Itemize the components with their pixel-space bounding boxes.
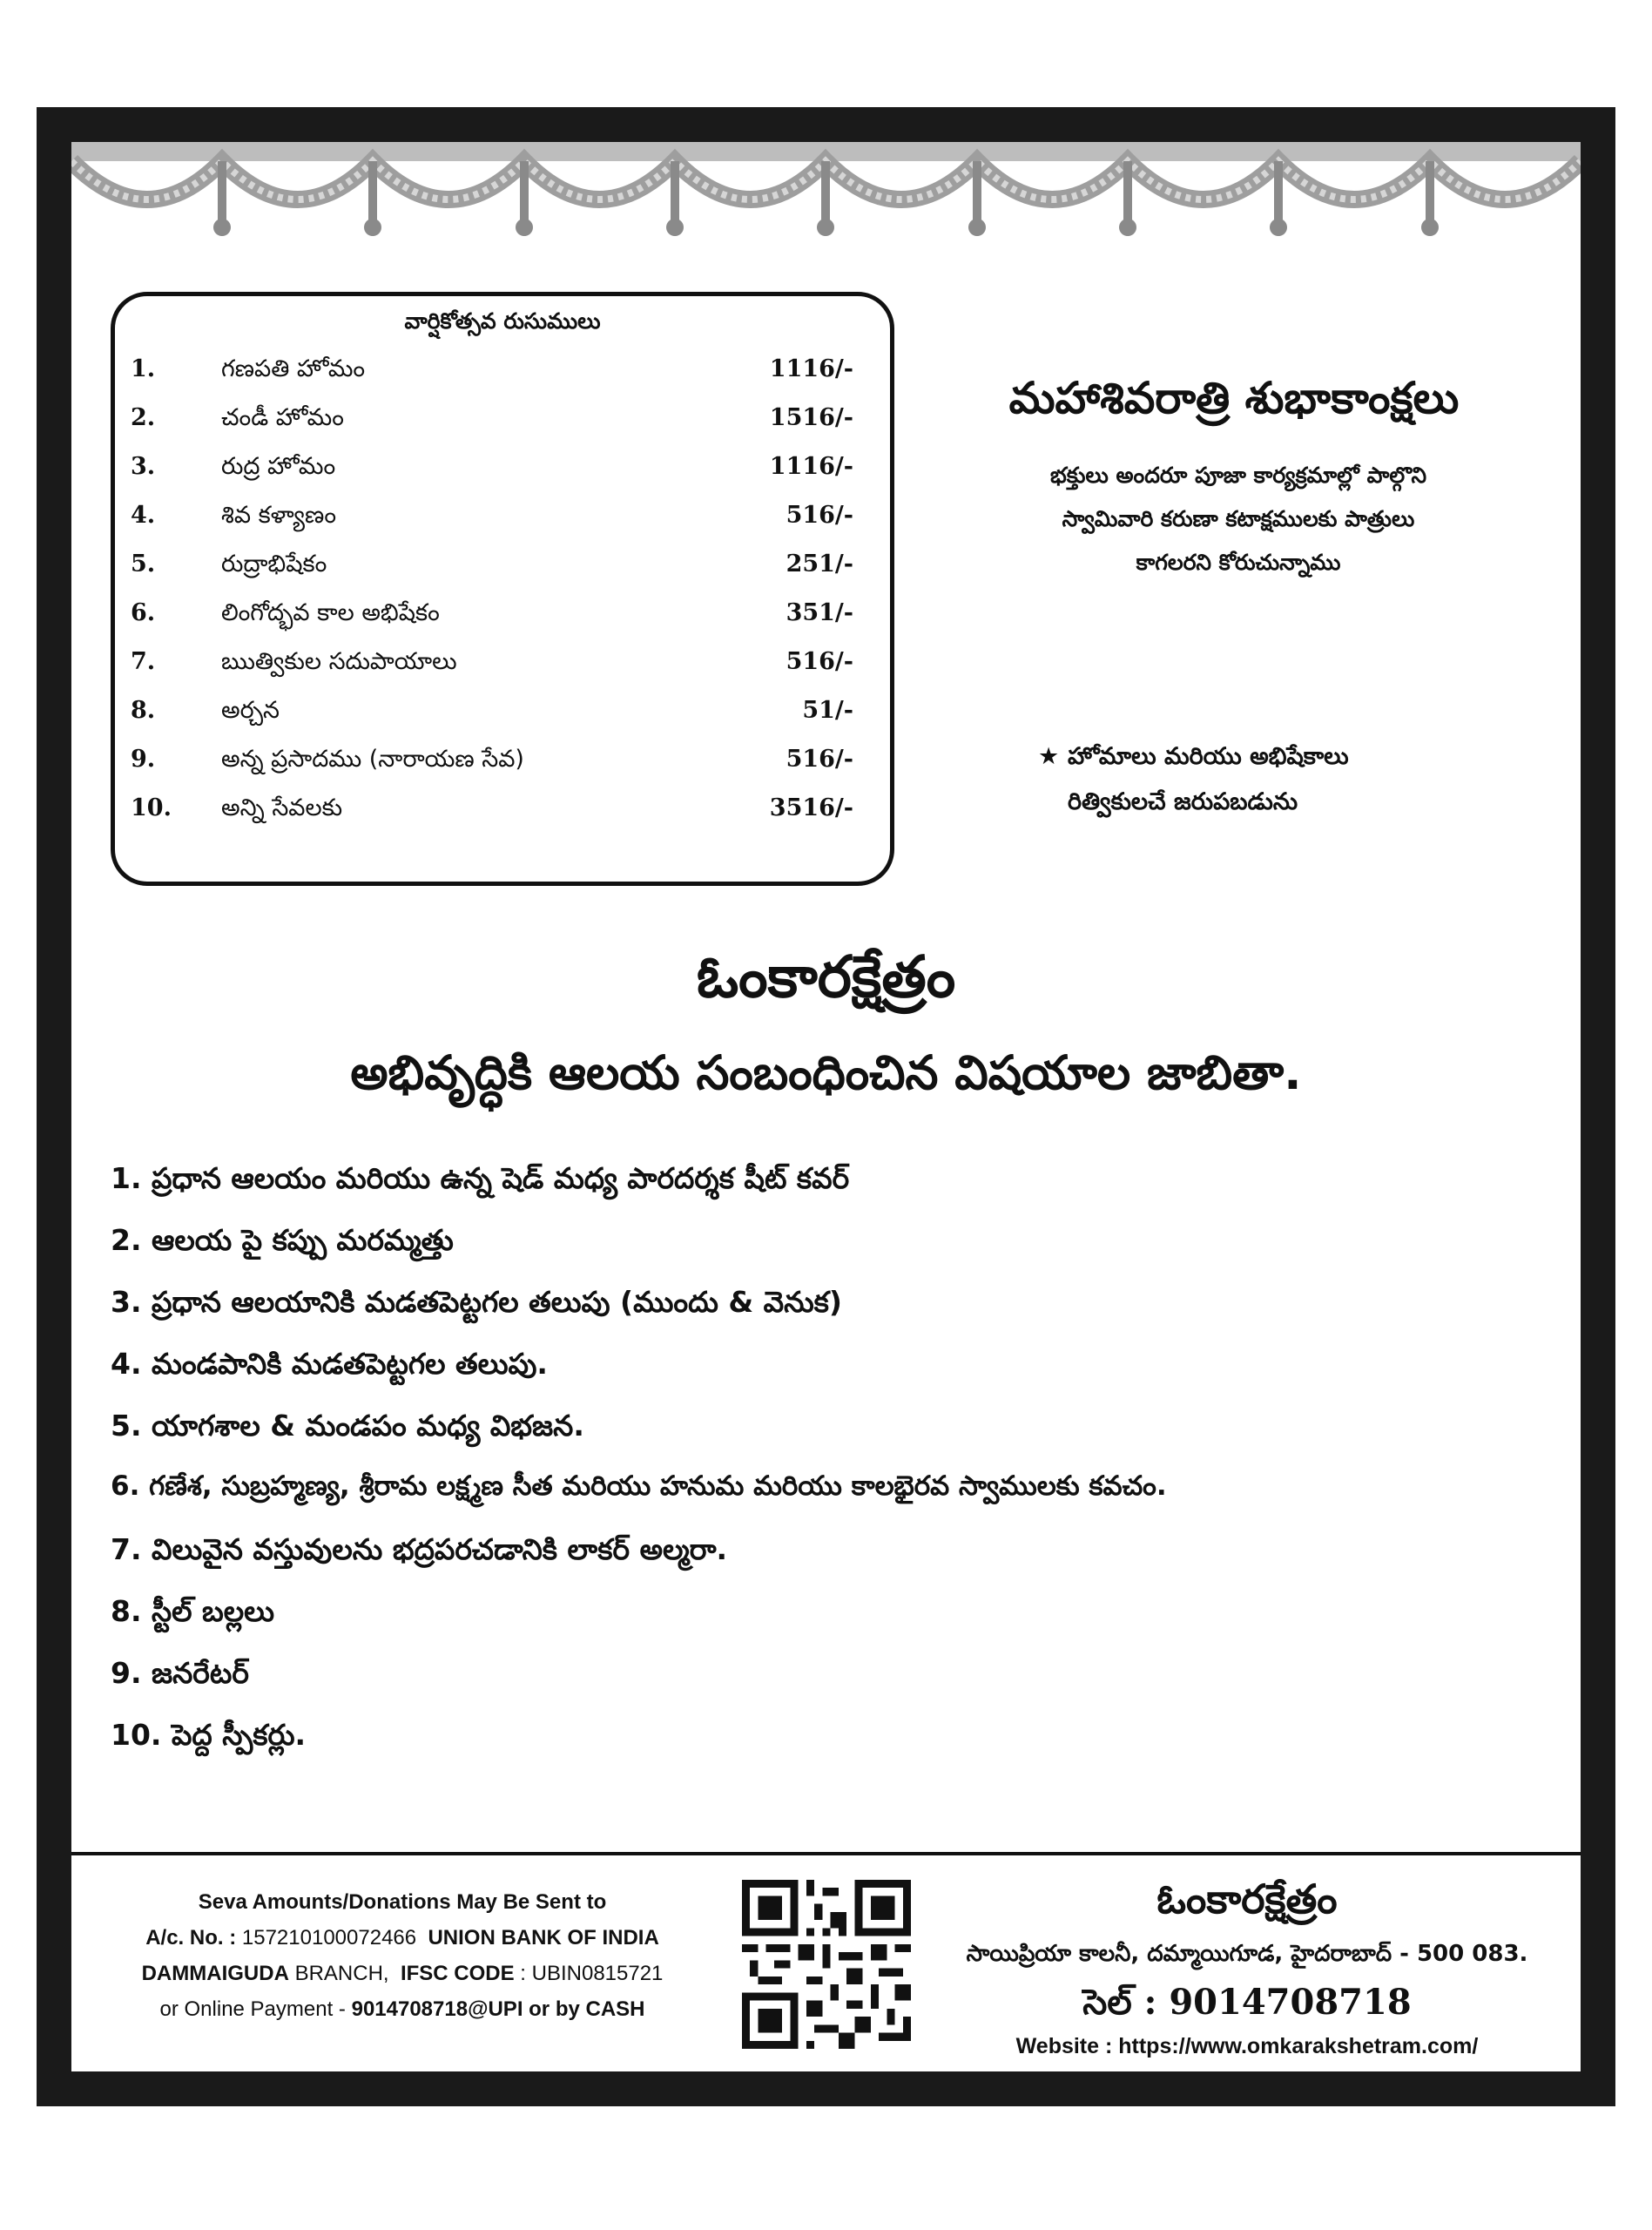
fee-table-title: వార్షికోత్సవ రుసుములు [404,308,601,334]
website-link[interactable]: Website : https://www.omkarakshetram.com/ [1015,2034,1479,2058]
fee-row [115,591,890,639]
fee-row-number: 9. [131,746,156,773]
fee-row-name: గణపతి హోమం [221,355,366,382]
fee-row-number: 6. [131,599,156,626]
temple-title: ఓంకారక్షేత్రం [696,943,956,1010]
fee-row [115,639,890,688]
list-item: 10. పెద్ద స్పీకర్లు. [111,1718,307,1752]
poster [71,142,1581,2071]
fee-row-amount: 1516/- [769,404,853,431]
ritual-note [1038,743,1508,776]
greeting-title: మహాశివరాత్రి శుభాకాంక్షలు [1008,373,1460,423]
ritual-note-line1: హోమాలు మరియు అభిషేకాలు [1068,743,1349,770]
fee-row-amount: 3516/- [769,794,853,821]
list-heading: అభివృద్ధికి ఆలయ సంబంధించిన విషయాల జాబితా. [350,1045,1302,1100]
branch-suffix: BRANCH, [294,1962,389,1985]
payment-heading: Seva Amounts/Donations May Be Sent to [198,1890,607,1914]
footer-temple-name: ఓంకారక్షేత్రం [1156,1875,1338,1923]
upi-id: 9014708718@UPI or by CASH [351,1997,645,2021]
fee-row-name: లింగోద్భవ కాల అభిషేకం [221,599,440,626]
ritual-note-line2: రిత్వికులచే జరుపబడును [1068,788,1298,815]
fee-row-name: అన్న ప్రసాదము (నారాయణ సేవ) [221,746,524,773]
fee-row [115,688,890,737]
account-label: A/c. No. : [145,1926,237,1950]
fee-row-number: 3. [131,453,156,480]
star-icon: ★ [1038,743,1060,770]
fee-row-number: 1. [131,355,156,382]
temple-address: సాయిప్రియా కాలనీ, దమ్మాయిగూడ, హైదరాబాద్ - 500 083. [966,1941,1528,1967]
flower-garland-decoration [71,142,1581,247]
fee-row-amount: 516/- [786,502,853,529]
account-number: 157210100072466 [241,1926,417,1950]
fee-row [115,493,890,542]
fee-row [115,347,890,395]
fee-row-number: 7. [131,648,156,675]
fee-row-amount: 516/- [786,746,853,773]
footer-divider [71,1852,1581,1855]
list-item: 5. యాగశాల & మండపం మధ్య విభజన. [111,1409,584,1443]
list-item: 3. ప్రధాన ఆలయానికి మడతపెట్టగల తలుపు (ముందు & వెనుక) [111,1285,842,1319]
fee-row [115,737,890,786]
fee-row-number: 8. [131,697,156,724]
fee-row-number: 4. [131,502,156,529]
fee-row-name: రుద్రాభిషేకం [221,551,327,578]
list-item: 1. ప్రధాన ఆలయం మరియు ఉన్న షెడ్ మధ్య పారదర్శక షీట్ కవర్ [111,1161,850,1195]
fee-row-name: అర్చన [221,697,280,724]
branch-name: DAMMAIGUDA [141,1962,289,1985]
fee-row-amount: 1116/- [769,453,853,480]
list-item: 8. స్టీల్ బల్లలు [111,1594,275,1628]
fee-row-name: రుద్ర హోమం [221,453,336,480]
list-item: 7. విలువైన వస్తువులను భద్రపరచడానికి లాకర్ అల్మరా. [111,1532,728,1566]
fee-table [111,292,894,886]
fee-row-amount: 1116/- [769,355,853,382]
fee-row-name: చండీ హోమం [221,404,344,431]
qr-code [742,1880,911,2049]
fee-row-number: 10. [131,794,172,821]
online-payment-label: or Online Payment - [159,1997,346,2021]
cell-number: సెల్ : 9014708718 [1082,1982,1412,2023]
fee-row-amount: 251/- [786,551,853,578]
fee-row-amount: 516/- [786,648,853,675]
fee-row-amount: 51/- [802,697,853,724]
fee-row-name: అన్ని సేవలకు [221,794,343,821]
fee-row [115,444,890,493]
fee-row [115,542,890,591]
list-item: 2. ఆలయ పై కప్పు మరమ్మత్తు [111,1223,454,1257]
list-item: 6. గణేశ, సుబ్రహ్మణ్య, శ్రీరామ లక్ష్మణ సీత మరియు హనుమ మరియు కాలభైరవ స్వాములకు కవచం. [111,1470,1167,1502]
ifsc-code: : UBIN0815721 [520,1962,664,1985]
list-item: 4. మండపానికి మడతపెట్టగల తలుపు. [111,1347,548,1381]
fee-row-amount: 351/- [786,599,853,626]
fee-row-name: శివ కళ్యాణం [221,502,337,529]
greeting-line: స్వామివారి కరుణా కటాక్షములకు పాత్రులు [1062,506,1415,531]
fee-row [115,395,890,444]
fee-row-name: ఋత్వికుల సదుపాయాలు [221,648,457,675]
payment-info [71,1884,733,2027]
fee-row-number: 2. [131,404,156,431]
fee-row-number: 5. [131,551,156,578]
fee-row [115,786,890,835]
ifsc-label: IFSC CODE [400,1962,515,1985]
greeting-line: భక్తులు అందరూ పూజా కార్యక్రమాల్లో పాల్గొని [1050,463,1426,488]
greeting-line: కాగలరని కోరుచున్నాము [1136,550,1341,575]
list-item: 9. జనరేటర్ [111,1656,249,1690]
bank-name: UNION BANK OF INDIA [428,1926,659,1950]
